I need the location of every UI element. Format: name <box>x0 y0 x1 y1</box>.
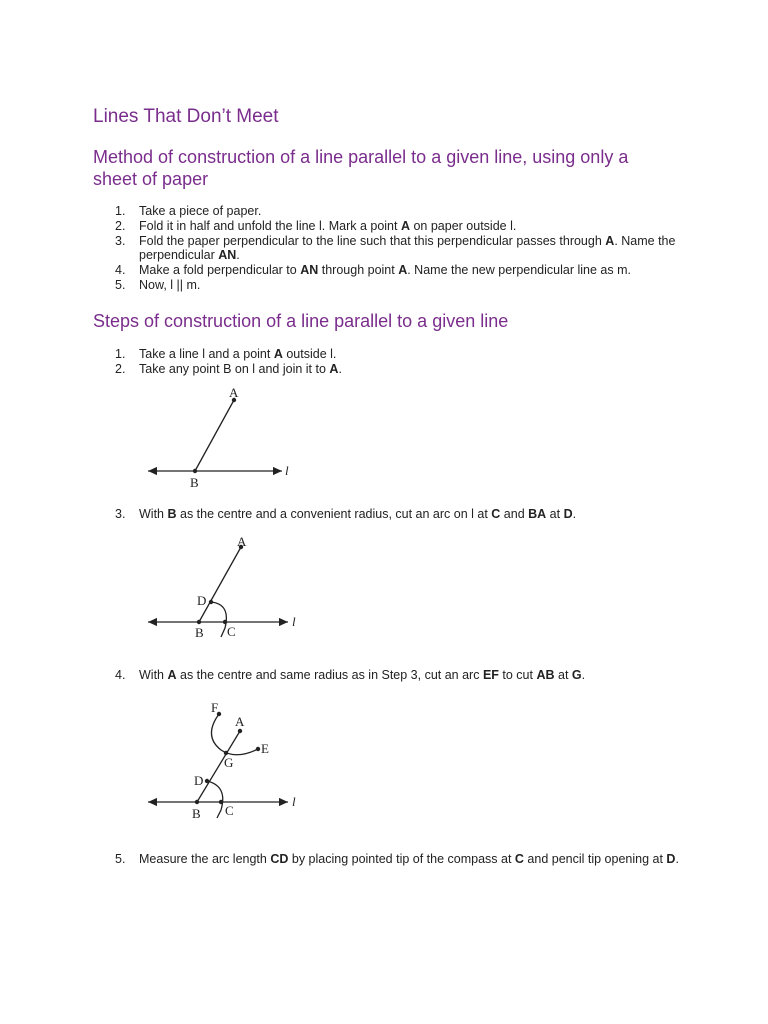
item-text: Take a piece of paper. <box>139 204 262 218</box>
item-number: 2. <box>115 361 126 376</box>
list-item <box>93 234 693 264</box>
point-d <box>209 600 213 604</box>
bold-term: A <box>167 668 177 682</box>
list-item <box>93 507 693 522</box>
bold-term: C <box>491 507 501 521</box>
item-text: as the centre and a convenient radius, cut an arc on l at <box>176 507 492 521</box>
segment-ab <box>199 547 241 622</box>
item-number: 4. <box>115 263 126 278</box>
list-item <box>93 852 693 867</box>
item-text: Fold the paper perpendicular to the line such that this perpendicular passes through <box>139 233 606 248</box>
step-4 <box>93 668 693 683</box>
bold-term: A <box>605 233 615 248</box>
label-l: l <box>292 794 296 809</box>
item-text: as the centre and same radius as in Step 3, cut an arc <box>176 668 483 682</box>
label-c: C <box>227 624 236 639</box>
list-item <box>93 263 693 278</box>
figure-arc-cd <box>0 528 768 646</box>
bold-term: C <box>514 852 524 866</box>
point-a <box>238 729 242 733</box>
item-number: 5. <box>115 277 126 292</box>
step-5 <box>93 852 693 867</box>
list-item <box>93 362 693 377</box>
label-a: A <box>229 385 239 400</box>
label-l: l <box>292 614 296 629</box>
label-a: A <box>237 534 247 549</box>
bold-term: BA <box>528 507 547 521</box>
item-number: 3. <box>115 507 126 521</box>
bold-term: D <box>563 507 573 521</box>
point-d <box>205 779 209 783</box>
item-text: Take a line l and a point <box>139 347 274 361</box>
list-item <box>93 347 693 362</box>
item-text: Now, l || m. <box>139 277 201 292</box>
label-e: E <box>261 741 269 756</box>
method-heading: Method of construction of a line parallel to a given line, using only a sheet of paper <box>93 147 629 189</box>
point-b <box>195 800 199 804</box>
label-b: B <box>195 625 204 640</box>
label-b: B <box>190 475 199 490</box>
step-3 <box>93 507 693 522</box>
item-text: With <box>139 668 168 682</box>
item-text: Measure the arc length <box>139 852 271 866</box>
bold-term: A <box>329 361 339 376</box>
point-b <box>193 469 197 473</box>
item-text: on paper outside l. <box>410 218 517 233</box>
label-c: C <box>225 803 234 818</box>
construction-steps-list <box>93 347 693 377</box>
label-d: D <box>194 773 204 788</box>
item-text: Fold it in half and unfold the line l. Mark a point <box>139 218 401 233</box>
item-text: by placing pointed tip of the compass at <box>288 852 515 866</box>
segment-ab <box>195 400 234 471</box>
item-text: . <box>675 852 679 866</box>
item-text: and <box>500 507 529 521</box>
list-item <box>93 219 693 234</box>
page-title: Lines That Don’t Meet <box>93 106 279 127</box>
item-number: 1. <box>115 204 126 218</box>
point-b <box>197 620 201 624</box>
item-text: through point <box>318 263 399 278</box>
item-text: . <box>572 507 577 521</box>
arc-cd <box>211 602 226 637</box>
item-number: 1. <box>115 347 126 361</box>
list-item <box>93 204 693 219</box>
figure-arc-ef <box>0 696 768 830</box>
item-text: . Name the perpendicular <box>139 233 676 263</box>
item-text: With <box>139 507 168 521</box>
bold-term: AB <box>536 668 555 682</box>
bold-term: D <box>666 852 676 866</box>
item-text: to cut <box>498 668 537 682</box>
item-number: 3. <box>115 233 126 248</box>
method-steps-list <box>93 204 693 293</box>
item-number: 5. <box>115 852 126 866</box>
item-text: . Name the new perpendicular line as m. <box>407 263 631 278</box>
list-item <box>93 668 693 683</box>
bold-term: AN <box>300 263 319 278</box>
bold-term: EF <box>482 668 499 682</box>
label-d: D <box>197 593 207 608</box>
item-number: 4. <box>115 668 126 682</box>
figure-line-ab <box>0 380 768 495</box>
item-text: Make a fold perpendicular to <box>139 263 301 278</box>
item-text: . <box>236 248 240 263</box>
label-b: B <box>192 806 201 821</box>
bold-term: A <box>273 347 283 361</box>
item-text: . <box>338 361 342 376</box>
segment-ab <box>197 731 240 802</box>
bold-term: B <box>167 507 177 521</box>
label-l: l <box>285 463 289 478</box>
item-number: 2. <box>115 218 126 233</box>
point-c <box>219 800 223 804</box>
bold-term: G <box>571 668 582 682</box>
label-g: G <box>224 755 234 770</box>
list-item <box>93 278 693 293</box>
bold-term: A <box>400 218 410 233</box>
bold-term: A <box>398 263 408 278</box>
arc-cd <box>207 781 223 818</box>
item-text: and pencil tip opening at <box>523 852 667 866</box>
item-text: Take any point B on l and join it to <box>139 361 330 376</box>
item-text: at <box>554 668 572 682</box>
item-text: at <box>546 507 564 521</box>
bold-term: AN <box>218 248 237 263</box>
label-f: F <box>211 700 219 715</box>
item-text: outside l. <box>282 347 337 361</box>
bold-term: CD <box>270 852 289 866</box>
construction-heading: Steps of construction of a line parallel to a given line <box>93 311 509 331</box>
point-e <box>256 747 260 751</box>
label-a: A <box>235 714 245 729</box>
item-text: . <box>581 668 586 682</box>
